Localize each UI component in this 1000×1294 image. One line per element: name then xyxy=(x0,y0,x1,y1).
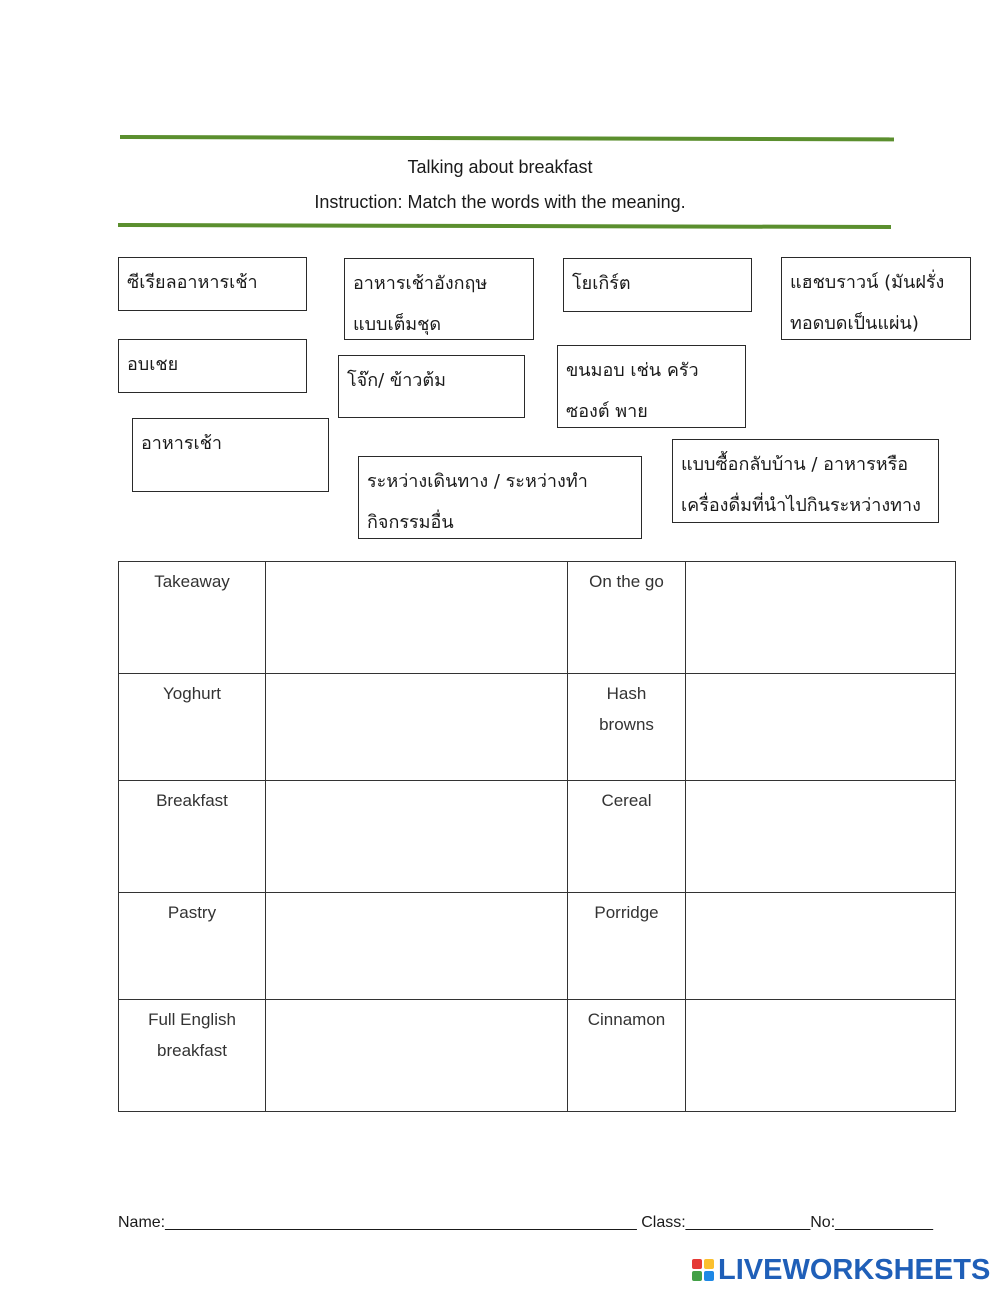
word-card-line: อาหารเช้า xyxy=(141,433,223,454)
name-field[interactable]: _____________________________________________________ xyxy=(165,1214,637,1231)
word-card-line: ซองต์ พาย xyxy=(566,401,648,422)
term-text: Breakfast xyxy=(156,791,228,810)
word-card[interactable] xyxy=(358,456,642,539)
answer-drop-zone[interactable] xyxy=(266,1000,568,1112)
term-cell xyxy=(568,562,686,674)
term-text: Yoghurt xyxy=(163,684,221,703)
word-card-line: เครื่องดื่มที่นำไปกินระหว่างทาง xyxy=(681,495,921,516)
matching-table xyxy=(118,561,956,1112)
term-cell xyxy=(568,893,686,1000)
term-text: Cereal xyxy=(601,791,652,810)
term-text: Hash xyxy=(606,684,647,703)
word-card[interactable] xyxy=(338,355,525,418)
term-text: On the go xyxy=(589,572,664,591)
word-card-line: แบบซื้อกลับบ้าน / อาหารหรือ xyxy=(681,454,909,475)
word-card-line: ขนมอบ เช่น ครัว xyxy=(566,360,699,381)
word-card-line: แฮชบราวน์ (มันฝรั่ง xyxy=(790,272,945,293)
answer-drop-zone[interactable] xyxy=(266,781,568,893)
answer-drop-zone[interactable] xyxy=(266,674,568,781)
word-card[interactable] xyxy=(563,258,752,312)
term-cell xyxy=(119,781,266,893)
word-card[interactable] xyxy=(132,418,329,492)
number-field[interactable]: ___________ xyxy=(835,1214,934,1231)
word-card[interactable] xyxy=(344,258,534,340)
header-bottom-rule xyxy=(118,223,891,229)
answer-drop-zone[interactable] xyxy=(686,562,956,674)
table-row xyxy=(119,562,956,674)
answer-drop-zone[interactable] xyxy=(266,562,568,674)
class-field[interactable]: ______________ xyxy=(685,1214,811,1231)
term-cell xyxy=(119,893,266,1000)
word-card-line: กิจกรรมอื่น xyxy=(367,512,454,533)
instruction-text: Instruction: Match the words with the meaning. xyxy=(314,192,686,212)
term-cell xyxy=(119,674,266,781)
answer-drop-zone[interactable] xyxy=(266,893,568,1000)
table-row xyxy=(119,893,956,1000)
word-card-line: ซีเรียลอาหารเช้า xyxy=(127,272,258,293)
term-text: Porridge xyxy=(594,903,659,922)
page-title: Talking about breakfast xyxy=(407,157,593,177)
word-card-line: อาหารเช้าอังกฤษ xyxy=(353,273,488,294)
table-row xyxy=(119,781,956,893)
class-label: Class: xyxy=(641,1214,686,1231)
word-card[interactable] xyxy=(672,439,939,523)
answer-drop-zone[interactable] xyxy=(686,674,956,781)
term-cell xyxy=(568,781,686,893)
table-row xyxy=(119,1000,956,1112)
name-label: Name: xyxy=(118,1214,166,1231)
term-text: breakfast xyxy=(157,1041,227,1060)
term-text: browns xyxy=(599,715,654,734)
word-card[interactable] xyxy=(118,257,307,311)
word-card-line: ทอดบดเป็นแผ่น) xyxy=(790,313,919,334)
answer-drop-zone[interactable] xyxy=(686,893,956,1000)
term-cell xyxy=(568,674,686,781)
answer-drop-zone[interactable] xyxy=(686,1000,956,1112)
number-label: No: xyxy=(810,1214,836,1231)
header-top-rule xyxy=(120,135,894,141)
student-info-line xyxy=(118,1214,933,1232)
term-text: Pastry xyxy=(167,903,217,922)
word-card-line: อบเชย xyxy=(127,354,179,375)
term-cell xyxy=(568,1000,686,1112)
liveworksheets-watermark xyxy=(692,1253,990,1287)
term-text: Takeaway xyxy=(154,572,230,591)
word-card[interactable] xyxy=(118,339,307,393)
term-cell xyxy=(119,1000,266,1112)
word-card-line: โจ๊ก/ ข้าวต้ม xyxy=(347,370,446,391)
word-card-line: ระหว่างเดินทาง / ระหว่างทำ xyxy=(367,471,588,492)
word-card-line: โยเกิร์ต xyxy=(572,273,631,294)
word-card[interactable] xyxy=(781,257,971,340)
word-card[interactable] xyxy=(557,345,746,428)
answer-drop-zone[interactable] xyxy=(686,781,956,893)
term-cell xyxy=(119,562,266,674)
word-card-line: แบบเต็มชุด xyxy=(353,314,442,335)
term-text: Full English xyxy=(148,1010,236,1029)
table-row xyxy=(119,674,956,781)
brand-wordmark: LIVEWORKSHEETS xyxy=(718,1253,991,1286)
term-text: Cinnamon xyxy=(587,1010,666,1029)
liveworksheets-logo-icon xyxy=(692,1259,714,1281)
